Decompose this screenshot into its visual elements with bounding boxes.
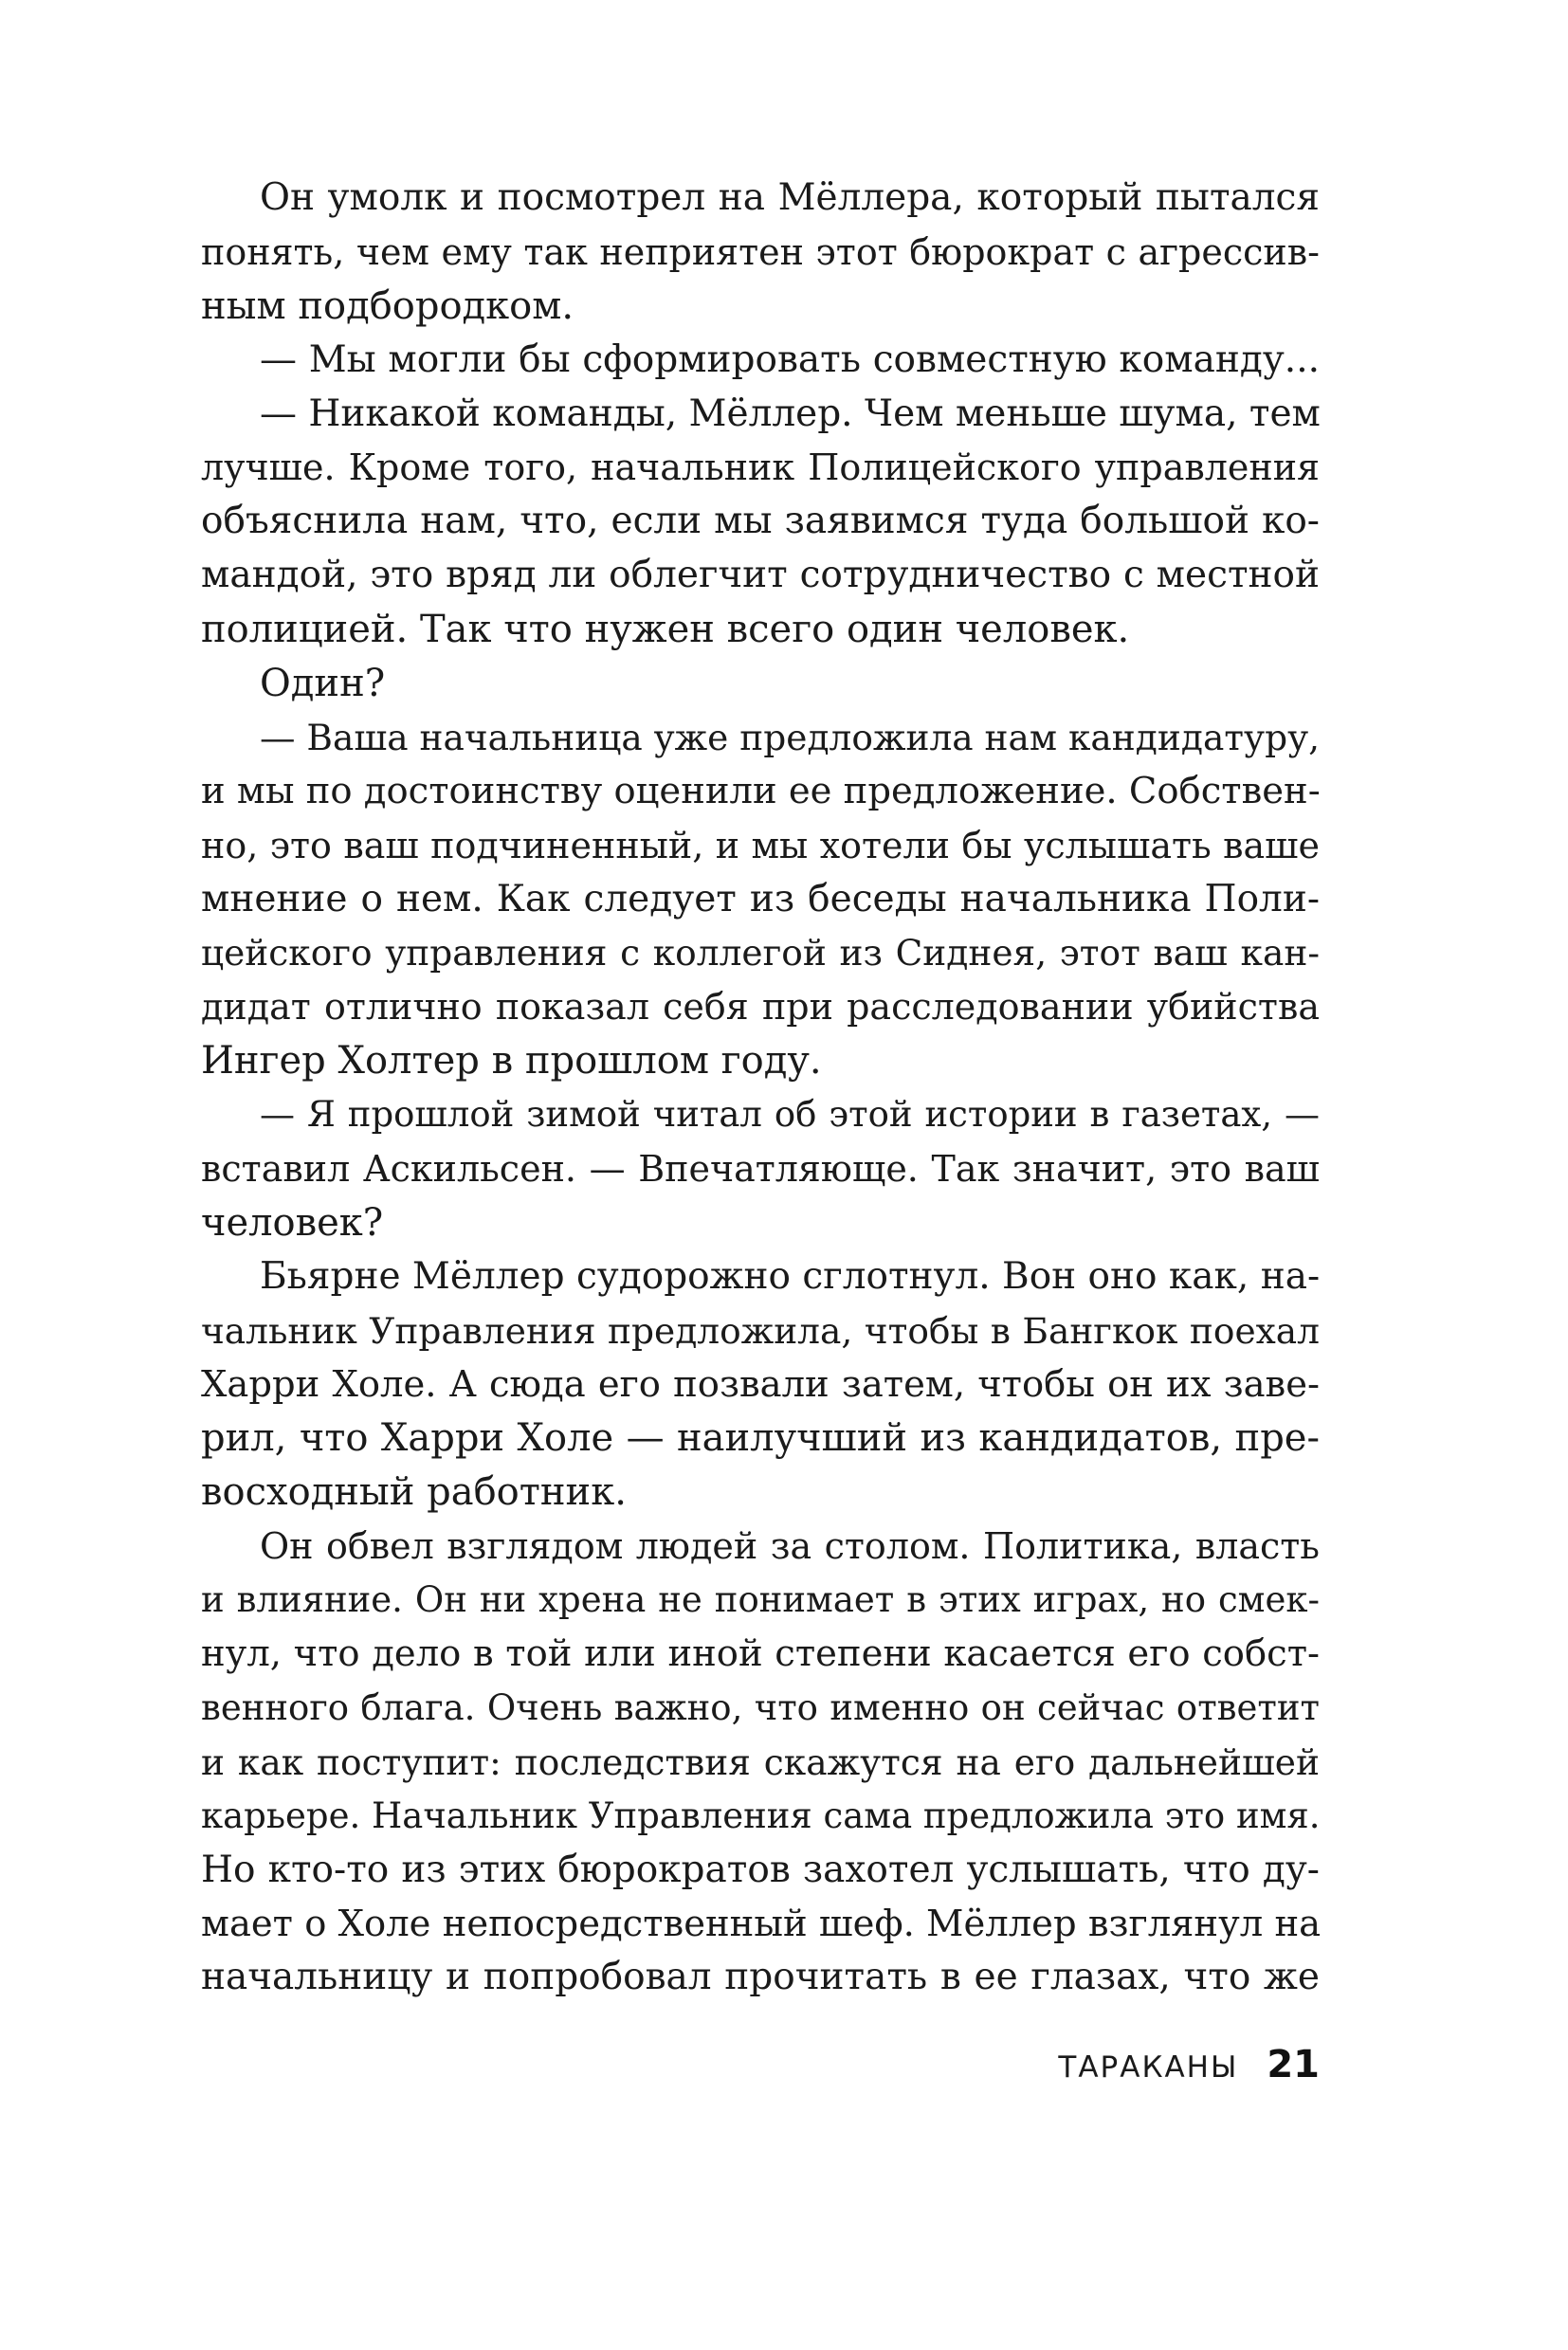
text-line: Но кто-то из этих бюрократов захотел услышать, что ду- xyxy=(201,1848,1320,1891)
text-line: — Никакой команды, Мёллер. Чем меньше шума, тем xyxy=(260,392,1321,435)
text-line: мает о Холе непосредственный шеф. Мёллер взглянул на xyxy=(201,1902,1322,1945)
text-line: Ингер Холтер в прошлом году. xyxy=(201,1039,822,1084)
text-line: но, это ваш подчиненный, и мы хотели бы услышать ваше xyxy=(201,824,1320,866)
text-line: понять, чем ему так неприятен этот бюрократ с агрессив- xyxy=(201,230,1320,273)
page-number: 21 xyxy=(1267,2043,1320,2086)
text-line: дидат отлично показал себя при расследовании убийства xyxy=(201,986,1320,1029)
body-text xyxy=(201,172,1320,2005)
text-line: рил, что Харри Холе — наилучший из кандидатов, пре- xyxy=(201,1416,1320,1461)
text-line: и влияние. Он ни хрена не понимает в этих играх, но смек- xyxy=(201,1579,1320,1621)
text-line: Один? xyxy=(260,662,386,706)
text-line: человек? xyxy=(201,1200,384,1245)
text-line: мнение о нем. Как следует из беседы начальника Поли- xyxy=(201,877,1320,920)
text-line: Бьярне Мёллер судорожно сглотнул. Вон оно как, на- xyxy=(260,1254,1321,1298)
page-footer xyxy=(1058,2043,1320,2090)
text-line: — Мы могли бы сформировать совместную команду... xyxy=(260,337,1320,381)
text-line: Харри Холе. А сюда его позвали затем, чтобы он их заве- xyxy=(201,1362,1320,1406)
text-line: полицией. Так что нужен всего один человек. xyxy=(201,608,1130,652)
text-line: венного блага. Очень важно, что именно он сейчас ответит xyxy=(201,1686,1320,1728)
text-line: — Я прошлой зимой читал об этой истории в газетах, — xyxy=(260,1094,1320,1136)
text-line: нул, что дело в той или иной степени касается его собст- xyxy=(201,1632,1320,1676)
text-line: восходный работник. xyxy=(201,1470,627,1515)
text-line: и как поступит: последствия скажутся на его дальнейшей xyxy=(201,1740,1320,1783)
running-title: ТАРАКАНЫ xyxy=(1058,2050,1239,2085)
text-line: — Ваша начальница уже предложила нам кандидатуру, xyxy=(260,716,1321,758)
text-line: Он умолк и посмотрел на Мёллера, который пытался xyxy=(260,176,1320,219)
text-line: Он обвел взглядом людей за столом. Политика, власть xyxy=(260,1525,1320,1568)
text-line: чальник Управления предложила, чтобы в Бангкок поехал xyxy=(201,1309,1320,1352)
text-line: лучше. Кроме того, начальник Полицейского управления xyxy=(201,446,1320,489)
text-line: мандой, это вряд ли облегчит сотрудничество с местной xyxy=(201,554,1320,597)
text-line: цейского управления с коллегой из Сиднея, этот ваш кан- xyxy=(201,932,1320,975)
text-line: вставил Аскильсен. — Впечатляюще. Так значит, это ваш xyxy=(201,1148,1320,1191)
text-line: и мы по достоинству оценили ее предложение. Собствен- xyxy=(201,769,1321,812)
text-line: начальницу и попробовал прочитать в ее глазах, что же xyxy=(201,1956,1320,1999)
text-line: карьере. Начальник Управления сама предложила это имя. xyxy=(201,1794,1321,1836)
text-line: объяснила нам, что, если мы заявимся туда большой ко- xyxy=(201,500,1320,543)
text-line: ным подбородком. xyxy=(201,283,574,328)
